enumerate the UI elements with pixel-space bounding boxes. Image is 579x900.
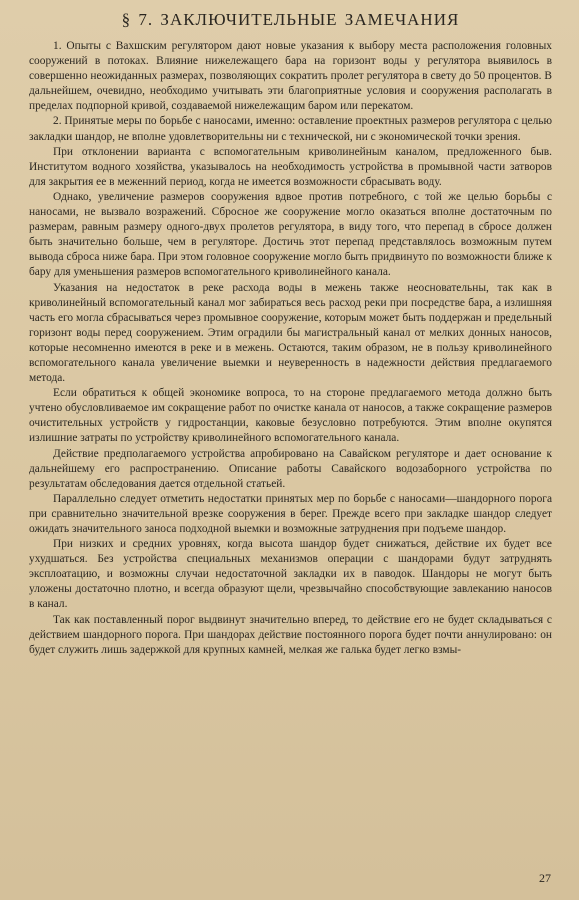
paragraph: Так как поставленный порог выдвинут значительно вперед, то действие его не будет складываться с действием шандорного порога. При шандорах действие постоянного порога будет почти аннулировано: он будет служить лишь задержкой для крупных камней, мелкая же галька будет легко взмы- — [29, 613, 552, 656]
section-heading: § 7. ЗАКЛЮЧИТЕЛЬНЫЕ ЗАМЕЧАНИЯ — [121, 10, 460, 29]
paragraph: При отклонении варианта с вспомогательным криволинейным каналом, предложенного быв. Институтом водного хозяйства, указывалось на необходимость устройства в промывной части затворов для закрытия ее в меженний период, когда не имеется возможности сбрасывать воду. — [29, 145, 552, 188]
paragraph: При низких и средних уровнях, когда высота шандор будет снижаться, действие их будет все ухудшаться. Без устройства специальных механизмов операции с шандорами будут затруднять эксплоатацию, и возможны случаи недостаточной закладки их в паводок. Шандоры не могут быть уложены достаточно плотно, и всегда образуют щели, чрезвычайно способствующие завлеканию наносов в канал. — [29, 538, 552, 611]
paragraph: Действие предполагаемого устройства апробировано на Савайском регуляторе и дает основание к дальнейшему его распространению. Описание работы Савайского водозаборного устройства по результатам обследования дается отдельной статьей. — [29, 447, 552, 490]
paragraph: 1. Опыты с Вахшским регулятором дают новые указания к выбору места расположения головных сооружений в потоках. Влияние нижележащего бара на горизонт воды у регулятора выявилось в совершенно неожиданных размерах, позволяющих сократить пролет регулятора в свету до 50 процентов. В дальнейшем, очевидно, необходимо учитывать эти благоприятные условия и сооружения располагать в пределах подпорной кривой, создаваемой нижележащим баром или перекатом. — [29, 40, 552, 113]
paragraph: Указания на недостаток в реке расхода воды в межень также неосновательны, так как в криволинейный вспомогательный канал мог забираться весь расход реки при посредстве бара, а излишняя часть его могла сбрасываться через промывное сооружение, которым может быть поддержан и предельный горизонт воды перед сооружением. Этим оградили бы магистральный канал от мелких донных наносов, которые несомненно имеются в реке и в межень. Остаются, таким образом, не в пользу криволинейного вспомогательного канала увеличение выемки и неуверенность в надежности действия предлагаемого метода. — [29, 281, 552, 385]
paragraph: Параллельно следует отметить недостатки принятых мер по борьбе с наносами—шандорного порога при сравнительно значительной врезке сооружения в берег. Прежде всего при закладке шандор следует ожидать значительного заноса подходной выемки и возможные затруднения при подъеме шандор. — [29, 492, 552, 535]
page-number: 27 — [539, 871, 551, 885]
paragraph: 2. Принятые меры по борьбе с наносами, именно: оставление проектных размеров регулятора с целью закладки шандор, не вполне удовлетворительны ни с технической, ни с экономической точки зрения. — [29, 115, 552, 143]
body-text — [29, 39, 552, 658]
paragraph: Однако, увеличение размеров сооружения вдвое против потребного, с той же целью борьбы с наносами, не вызвало возражений. Сбросное же сооружение могло оказаться вполне достаточным по размерам, равным размеру одного-двух пролетов регулятора, в виду того, что перепад в сбросе должен быть значительно больше, чем в регуляторе. Достичь этот перепад представлялось возможным путем вывода сброса ниже бара. При этом головное сооружение могло быть придвинуто по возможности ближе к бару для уменьшения размеров вспомогательного криволинейного канала. — [29, 190, 552, 279]
paragraph: Если обратиться к общей экономике вопроса, то на стороне предлагаемого метода должно быть учтено обусловливаемое им сокращение работ по очистке канала от наносов, а также сокращение размеров очистительных устройств у гидростанции, каковые безусловно потребуются. Этим вполне окупятся излишние затраты по устройству криволинейного вспомогательного канала. — [29, 387, 552, 445]
